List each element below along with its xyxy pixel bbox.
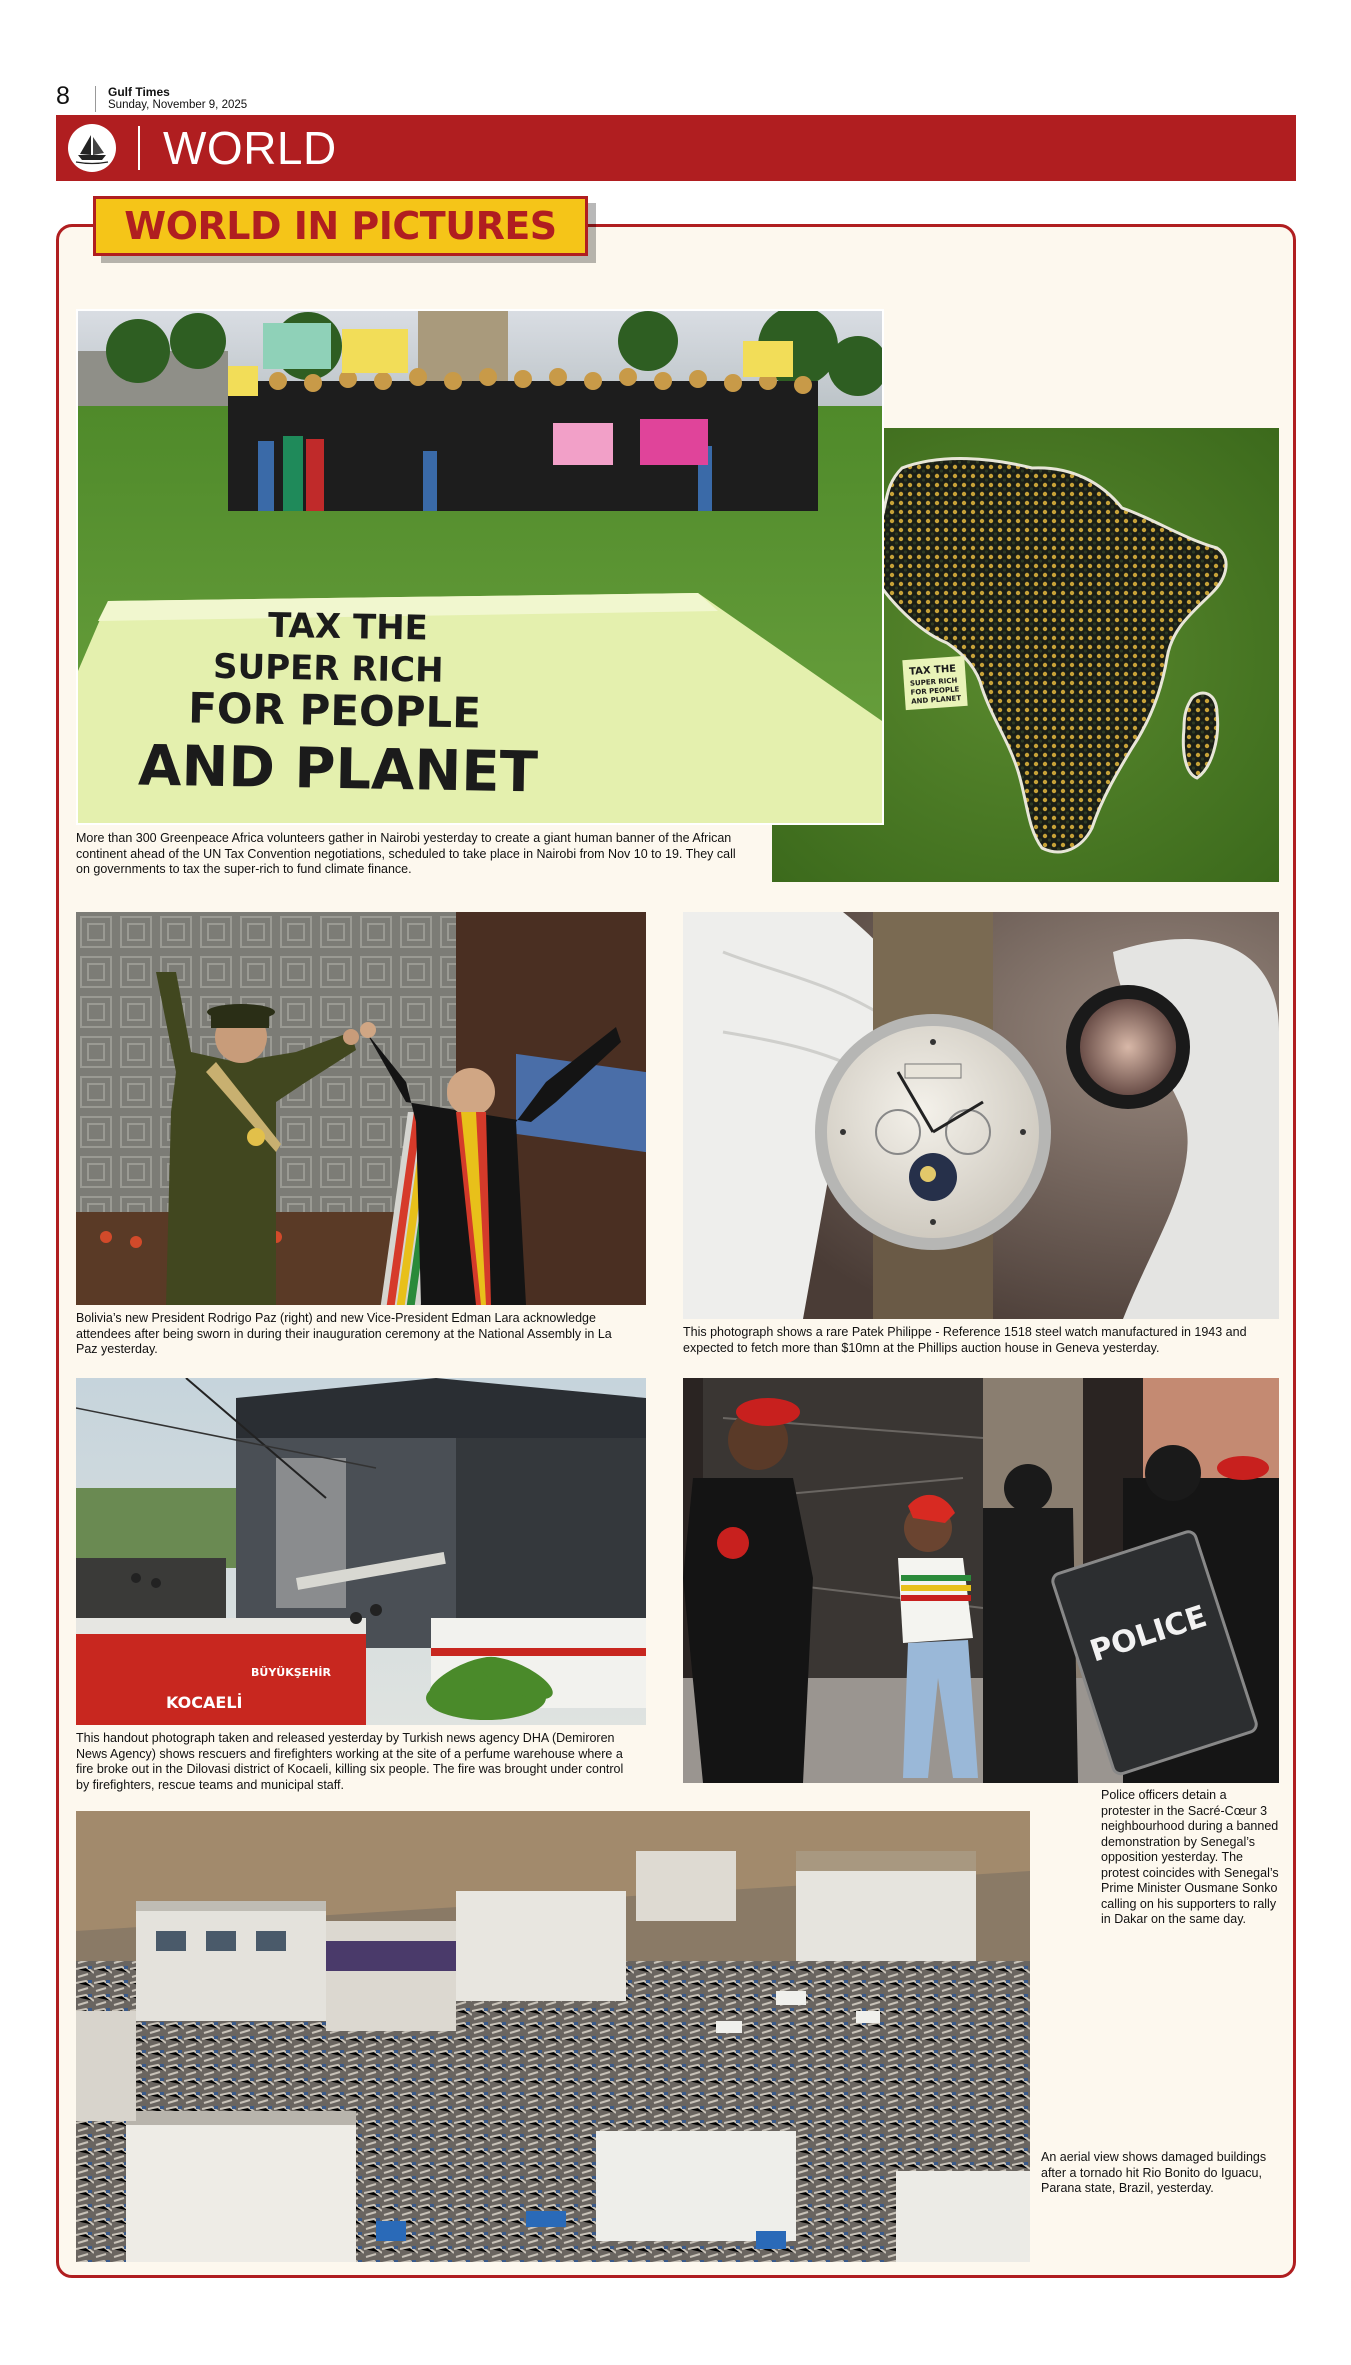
caption-tornado: An aerial view shows damaged buildings after a tornado hit Rio Bonito do Iguacu, Parana state, Brazil, yesterday.	[1041, 2150, 1267, 2195]
section-title: WORLD	[163, 122, 337, 174]
publication-date: Sunday, November 9, 2025	[108, 99, 248, 111]
small-sign-line-1: TAX THE	[908, 663, 957, 678]
caption-bolivia: Bolivia’s new President Rodrigo Paz (right) and new Vice-President Edman Lara acknowledge attendees after being sworn in during their inauguration ceremony at the National Assembly in La Paz yesterday.	[76, 1311, 612, 1356]
photo-senegal-police	[683, 1378, 1279, 1783]
banner-line-2: SUPER RICH	[212, 646, 444, 691]
banner-line-1: TAX THE	[267, 605, 429, 649]
banner-line-3: FOR PEOPLE	[187, 683, 482, 738]
small-protest-sign	[902, 656, 967, 710]
truck-text-kocaeli: KOCAELİ	[166, 1693, 243, 1712]
dhow-logo-icon	[68, 124, 116, 172]
caption-police: Police officers detain a protester in the Sacré-Cœur 3 neighbourhood during a banned demonstration by Senegal’s opposition yesterday. The protest coincides with Senegal’s Prime Minister Ousmane Sonko calling on his supporters to rally in Dakar on the same day.	[1101, 1788, 1279, 1926]
photo-kocaeli-fire	[76, 1378, 646, 1725]
caption-fire: This handout photograph taken and released yesterday by Turkish news agency DHA (Demiroren News Agency) shows rescuers and firefighters working at the site of a perfume warehouse where a fire broke out in the Dilovasi district of Kocaeli, killing six people. The fire was brought under control by firefighters, rescue teams and municipal staff.	[76, 1731, 624, 1792]
truck-text-buyuksehir: BÜYÜKŞEHİR	[251, 1666, 331, 1679]
photo-bolivia-inauguration	[76, 912, 646, 1305]
caption-greenpeace: More than 300 Greenpeace Africa volunteers gather in Nairobi yesterday to create a giant human banner of the African continent ahead of the UN Tax Convention negotiations, scheduled to take place in Nairobi from Nov 10 to 19. They call on governments to tax the super-rich to fund climate finance.	[76, 831, 736, 876]
masthead-divider	[95, 86, 96, 112]
small-sign-line-4: AND PLANET	[910, 694, 962, 706]
page-number: 8	[56, 82, 70, 110]
photo-brazil-tornado	[76, 1811, 1030, 2262]
section-divider	[138, 126, 140, 170]
publication-name: Gulf Times	[108, 85, 170, 99]
feature-title-badge	[93, 196, 588, 256]
small-sign-line-2: SUPER RICH	[909, 676, 958, 688]
photo-greenpeace-banner	[76, 309, 884, 825]
banner-line-4: AND PLANET	[137, 733, 539, 806]
photo-patek-philippe-watch	[683, 912, 1279, 1319]
shield-police-text: POLICE	[1085, 1598, 1212, 1670]
feature-title: WORLD IN PICTURES	[124, 204, 557, 248]
caption-watch: This photograph shows a rare Patek Philippe - Reference 1518 steel watch manufactured in 1943 and expected to fetch more than $10mn at the Phillips auction house in Geneva yesterday.	[683, 1325, 1247, 1355]
small-sign-line-3: FOR PEOPLE	[910, 685, 960, 697]
section-header-bar	[56, 115, 1296, 181]
